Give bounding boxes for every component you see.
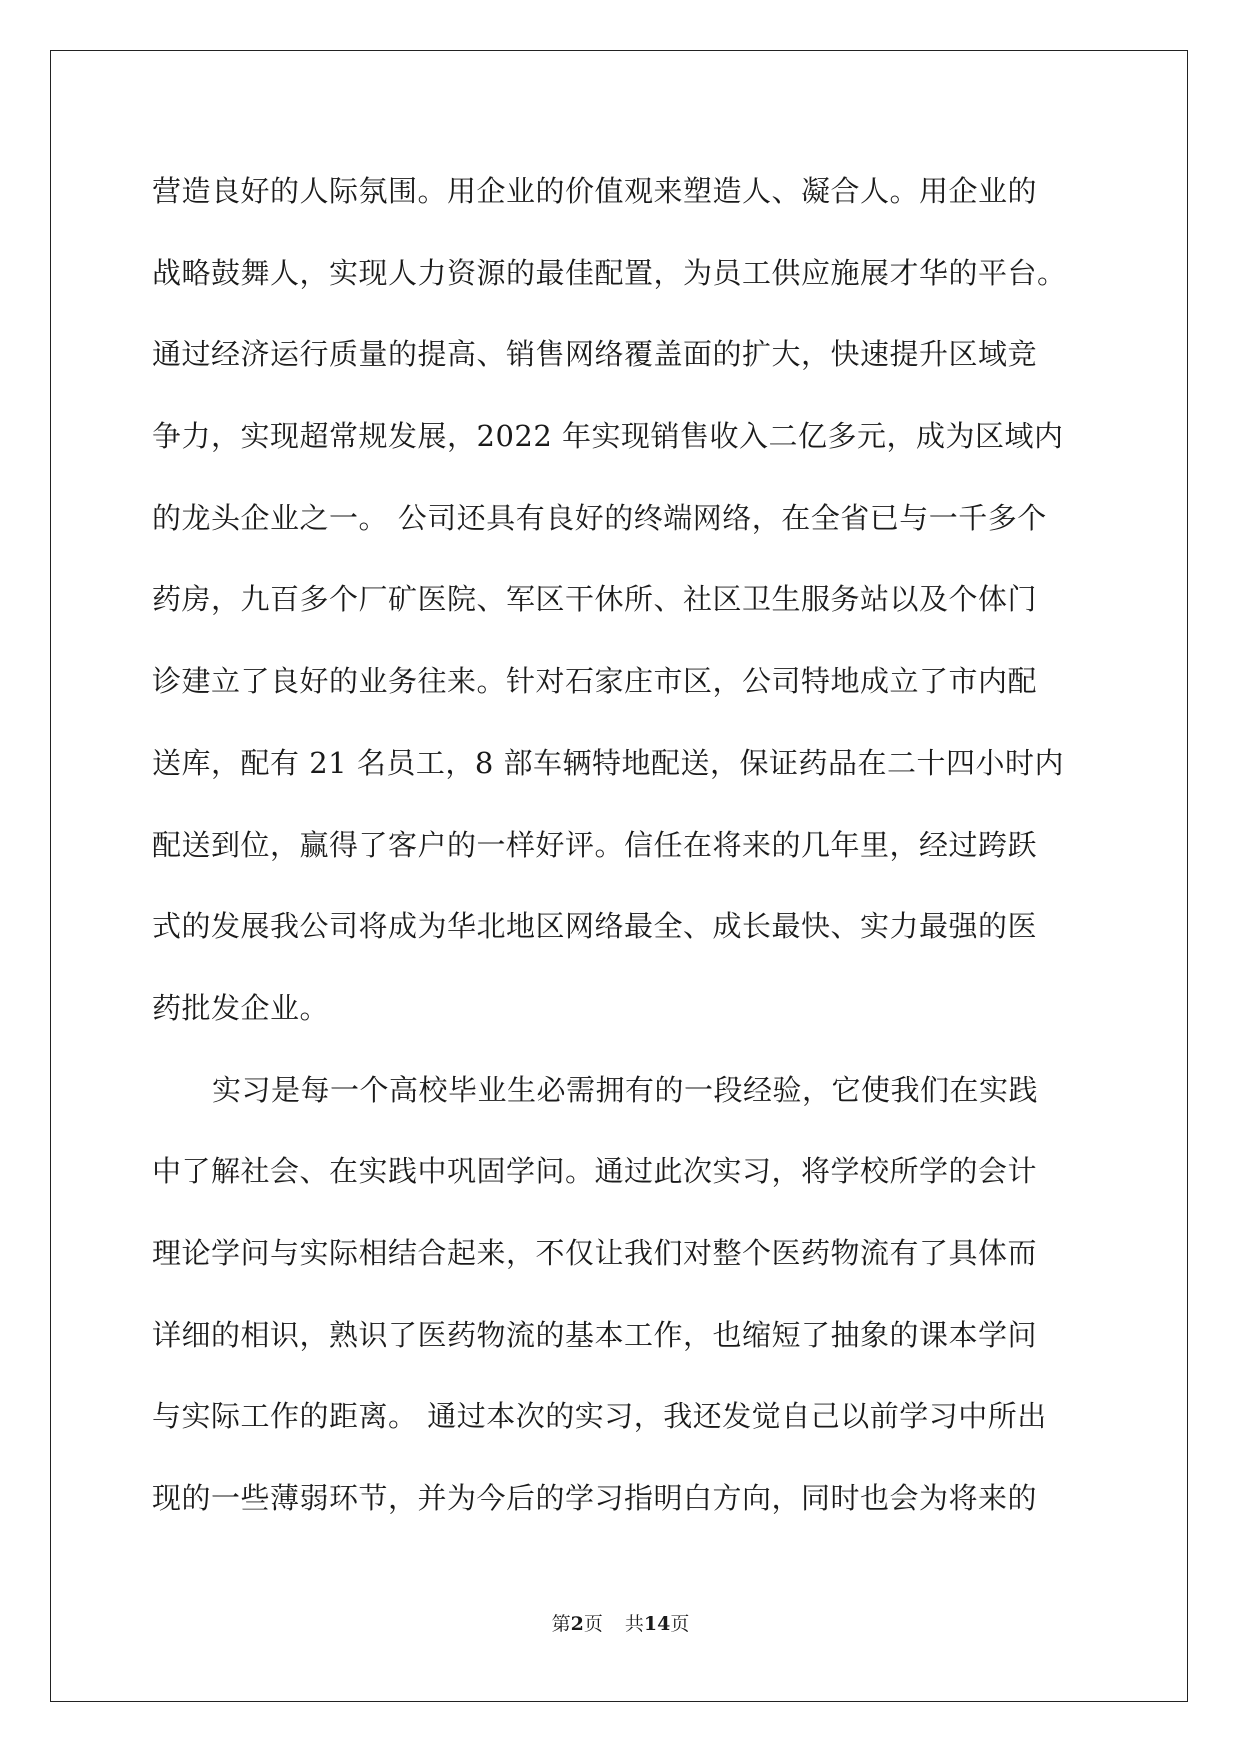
page-number: 2 (570, 1613, 584, 1635)
paragraph-1-line-10: 式的发展我公司将成为华北地区网络最全、成长最快、实力最强的医 (152, 909, 1038, 944)
page-prefix: 第 (551, 1613, 571, 1635)
paragraph-2-line-5: 与实际工作的距离。 通过本次的实习，我还发觉自己以前学习中所出 (152, 1399, 1047, 1434)
paragraph-2-line-1: 实习是每一个高校毕业生必需拥有的一段经验，它使我们在实践 (212, 1072, 1039, 1107)
total-prefix: 共 (624, 1613, 644, 1635)
total-suffix: 页 (670, 1613, 690, 1635)
page-footer (0, 1610, 1241, 1638)
paragraph-1-line-5: 的龙头企业之一。 公司还具有良好的终端网络，在全省已与一千多个 (152, 500, 1047, 535)
paragraph-2-line-2: 中了解社会、在实践中巩固学问。通过此次实习，将学校所学的会计 (152, 1154, 1038, 1189)
paragraph-1-line-3: 通过经济运行质量的提高、销售网络覆盖面的扩大，快速提升区域竞 (152, 337, 1038, 372)
total-pages: 14 (643, 1613, 671, 1635)
paragraph-1-line-6: 药房，九百多个厂矿医院、军区干休所、社区卫生服务站以及个体门 (152, 582, 1038, 617)
paragraph-1-line-8: 送库，配有 21 名员工，8 部车辆特地配送，保证药品在二十四小时内 (152, 745, 1065, 780)
paragraph-2-line-4: 详细的相识，熟识了医药物流的基本工作，也缩短了抽象的课本学问 (152, 1317, 1038, 1352)
paragraph-1-line-11: 药批发企业。 (152, 990, 330, 1025)
page-suffix: 页 (583, 1613, 603, 1635)
paragraph-2-line-3: 理论学问与实际相结合起来，不仅让我们对整个医药物流有了具体而 (152, 1235, 1038, 1270)
paragraph-1-line-1: 营造良好的人际氛围。用企业的价值观来塑造人、凝合人。用企业的 (152, 174, 1038, 208)
paragraph-2-line-6: 现的一些薄弱环节，并为今后的学习指明白方向，同时也会为将来的 (152, 1481, 1038, 1515)
paragraph-1-line-4: 争力，实现超常规发展，2022 年实现销售收入二亿多元，成为区域内 (152, 419, 1064, 454)
paragraph-1-line-9: 配送到位，赢得了客户的一样好评。信任在将来的几年里，经过跨跃 (152, 827, 1038, 862)
paragraph-1-line-7: 诊建立了良好的业务往来。针对石家庄市区，公司特地成立了市内配 (152, 664, 1038, 699)
paragraph-1-line-2: 战略鼓舞人，实现人力资源的最佳配置，为员工供应施展才华的平台。 (152, 255, 1067, 290)
body-text (152, 158, 1090, 1547)
